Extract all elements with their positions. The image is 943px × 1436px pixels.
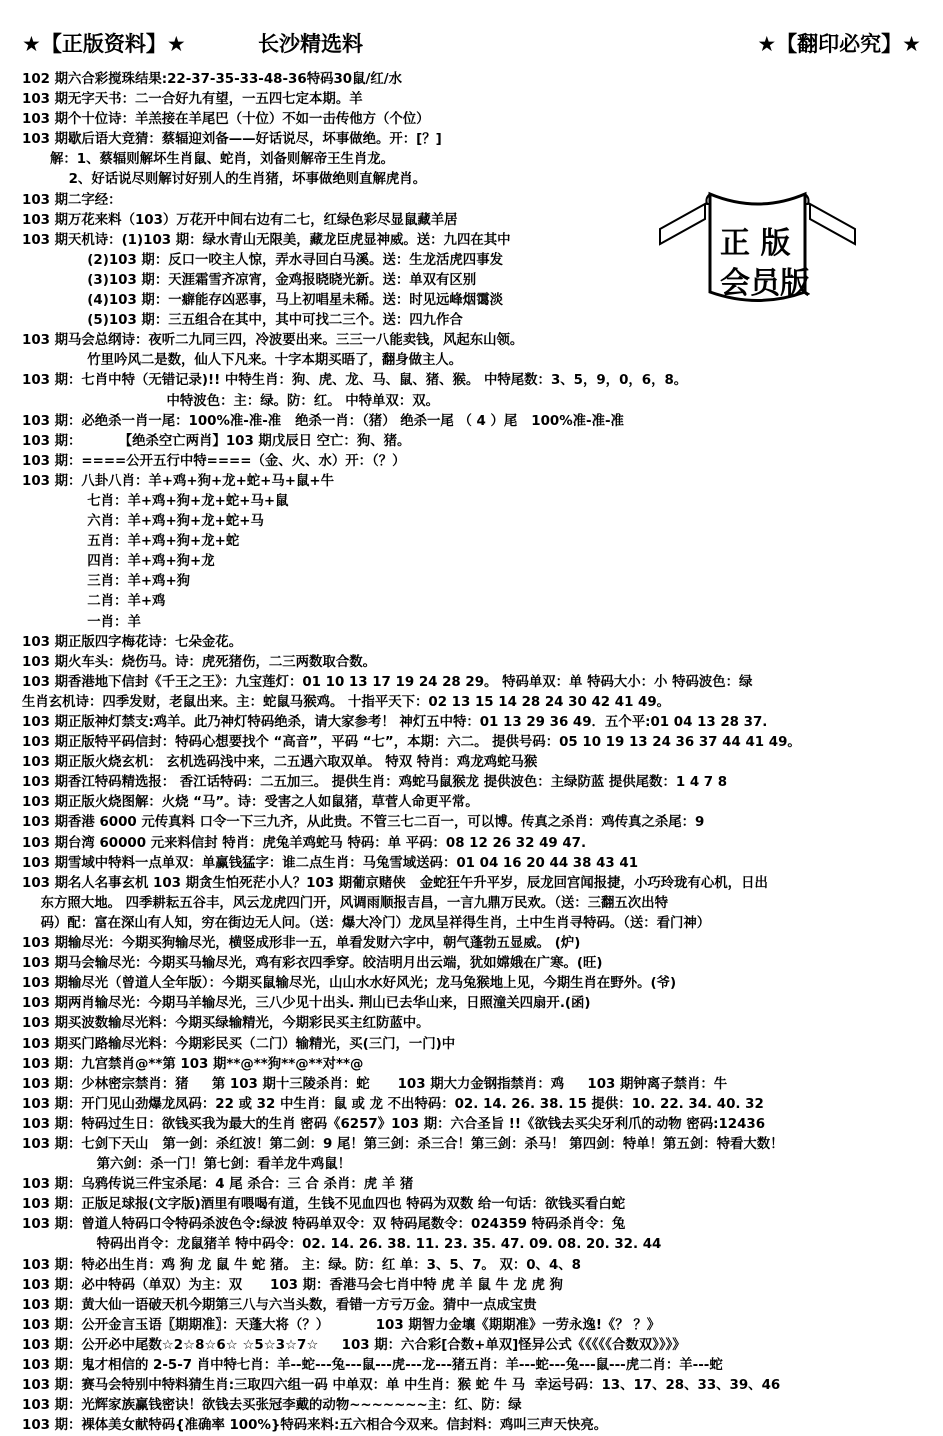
text-line: 102 期六合彩搅珠结果:22-37-35-33-48-36特码30鼠/红/水 bbox=[22, 72, 403, 87]
text-line: 103 期：必绝杀一肖一尾：100%准-准-准 绝杀一肖：（猪） 绝杀一尾 （ 4 ）尾 100%准-准-准 bbox=[22, 413, 624, 429]
text-line: 103 期名人名事玄机 103 期贪生怕死茫小人？103 期葡京赌侠 金蛇狂午升平岁，辰龙回宫闻报捷，小巧玲珑有心机，日出 bbox=[22, 875, 768, 891]
text-line: 103 期：特码过生日：欲钱买我为最大的生肖 密码《6257》103 期：六合圣旨 !!《欲钱去买尖牙利爪的动物 密码:12436 bbox=[22, 1116, 766, 1132]
text-line: 生肖玄机诗：四季发财，老鼠出来。主：蛇鼠马猴鸡。 十指平天下：02 13 15 14 28 24 30 42 41 49。 bbox=[22, 694, 671, 710]
text-line: 三肖：羊+鸡+狗 bbox=[22, 574, 191, 590]
text-line: 东方照大地。 四季耕耘五谷丰，风云龙虎四门开，风调雨顺报吉昌，一言九鼎万民欢。（送：三翻五次出特 bbox=[22, 895, 668, 911]
text-line: 103 期：开门见山劲爆龙凤码：22 或 32 中生肖：鼠 或 龙 不出特码：02. 14. 26. 38. 15 提供：10. 22. 34. 40. 32 bbox=[22, 1096, 764, 1112]
text-line: 103 期：特必出生肖：鸡 狗 龙 鼠 牛 蛇 猪。 主：绿。防：红 单：3、5、7。 双：0、4、8 bbox=[22, 1257, 581, 1273]
text-line: 103 期：黄大仙一语破天机今期第三八与六当头数，看错一方亏万金。猜中一点成宝贵 bbox=[22, 1297, 537, 1313]
text-line: 中特波色：主：绿。防：红。 中特单双：双。 bbox=[22, 393, 439, 409]
text-line: 竹里吟风二是数，仙人下凡来。十字本期买晤了，翻身做主人。 bbox=[22, 353, 463, 369]
text-line: 103 期：公开必中尾数☆2☆8☆6☆ ☆5☆3☆7☆ 103 期：六合彩[合数+单双]怪异公式《《《《《合数双》》》》 bbox=[22, 1337, 686, 1353]
text-line: 103 期香港 6000 元传真料 口令一下三九齐，从此贵。不管三七二百一，可以博。传真之杀肖：鸡传真之杀尾：9 bbox=[22, 815, 705, 831]
text-line: 103 期：正版足球报(文字版)酒里有喂喝有道，生钱不见血四也 特码为双数 给一句话：欲钱买看白蛇 bbox=[22, 1197, 626, 1213]
text-line: 码）配：富在深山有人知，穷在街边无人问。（送：爆大冷门）龙凤呈祥得生肖，土中生肖寻特码。（送：看门神） bbox=[22, 915, 711, 931]
text-line: 103 期：曾道人特码口令特码杀波色令:绿波 特码单双令：双 特码尾数令：024359 特码杀肖令：兔 bbox=[22, 1217, 626, 1233]
text-line: (5)103 期：三五组合在其中，其中可找二三个。送：四九作合 bbox=[22, 313, 463, 329]
text-line: 五肖：羊+鸡+狗+龙+蛇 bbox=[22, 534, 240, 550]
text-line: 103 期：裸体美女献特码{准确率 100%}特码来料:五六相合今双来。信封料：鸡叫三声天快亮。 bbox=[22, 1418, 608, 1434]
text-line: 103 期：七肖中特（无错记录)!! 中特生肖：狗、虎、龙、马、鼠、猪、猴。 中特尾数：3、5，9，0，6，8。 bbox=[22, 373, 688, 389]
text-line: 103 期台湾 60000 元来料信封 特肖：虎兔羊鸡蛇马 特码：单 平码：08 12 26 32 49 47. bbox=[22, 835, 587, 851]
header-left-title: ★【正版资料】★ bbox=[22, 32, 186, 56]
text-line: 103 期输尽光（曾道人全年版）：今期买鼠输尽光，山山水水好风光；龙马兔猴地上见，今期生肖在野外。(爷) bbox=[22, 976, 677, 992]
text-line: 103 期：少林密宗禁肖：猪 第 103 期十三陵杀肖：蛇 103 期大力金钢指禁肖：鸡 103 期钟离子禁肖：牛 bbox=[22, 1076, 728, 1092]
text-line: 四肖：羊+鸡+狗+龙 bbox=[22, 554, 215, 570]
text-line: 103 期买门路输尽光料：今期彩民买（二门）输精光，买(三门，一门)中 bbox=[22, 1036, 456, 1052]
text-line: (2)103 期：反口一咬主人惊，弄水寻回白马溪。送：生龙活虎四事发 bbox=[22, 252, 503, 268]
text-line: 103 期二字经： bbox=[22, 192, 122, 208]
header-center-title: 长沙精选料 bbox=[258, 32, 363, 56]
text-line: 103 期万花来料（103）万花开中间右边有二七，红绿色彩尽显鼠藏羊居 bbox=[22, 212, 458, 228]
text-line: 103 期马会总纲诗：夜听二九同三四，冷波要出来。三三一八能卖钱，风起东山领。 bbox=[22, 333, 524, 349]
text-line: 二肖：羊+鸡 bbox=[22, 594, 166, 610]
text-line: 103 期：鬼才相信的 2-5-7 肖中特七肖：羊--蛇---兔---鼠---虎---龙---猪五肖：羊---蛇---兔---鼠---虎二肖：羊---蛇 bbox=[22, 1358, 723, 1373]
text-line: 103 期正版神灯禁支:鸡羊。此乃神灯特码绝杀，请大家参考！ 神灯五中特：01 13 29 36 49．五个平:01 04 13 28 37. bbox=[22, 715, 768, 730]
text-line: 103 期： 【绝杀空亡两肖】103 期戊辰日 空亡：狗、猪。 bbox=[22, 433, 411, 449]
text-line: 103 期买波数输尽光料：今期买绿输精光，今期彩民买主红防蓝中。 bbox=[22, 1016, 430, 1032]
text-line: 解：1、蔡辐则解坏生肖鼠、蛇肖，刘备则解帝王生肖龙。 bbox=[22, 152, 395, 168]
page-header bbox=[0, 28, 943, 60]
text-line: 103 期：七剑下天山 第一剑：杀红波！第二剑：9 尾！第三剑：杀三合！第三剑：杀马！ 第四剑：特单！第五剑：特看大数！ bbox=[22, 1136, 784, 1152]
document-body bbox=[22, 70, 927, 1436]
text-line: 103 期歇后语大竞猜：蔡辐迎刘备——好话说尽，坏事做绝。开：[？] bbox=[22, 132, 442, 148]
text-line: 103 期无字天书：二一合好九有望，一五四七定本期。羊 bbox=[22, 92, 363, 108]
text-line: 103 期：必中特码（单双）为主：双 103 期：香港马会七肖中特 虎 羊 鼠 牛 龙 虎 狗 bbox=[22, 1277, 563, 1293]
text-line: 103 期：====公开五行中特====（金、火、水）开：（？） bbox=[22, 453, 406, 469]
text-line: 第六剑：杀一门！第七剑：看羊龙牛鸡鼠！ bbox=[22, 1157, 352, 1173]
text-line: 一肖：羊 bbox=[22, 614, 141, 630]
text-line: 103 期雪域中特料一点单双：单赢钱猛字：谁二点生肖：马兔雪域送码：01 04 16 20 44 38 43 41 bbox=[22, 855, 639, 871]
text-line: 103 期输尽光：今期买狗输尽光，横竖成形非一五，单看发财六字中，朝气蓬勃五显威。 (炉) bbox=[22, 936, 581, 952]
text-line: 103 期香江特码精选报： 香江话特码：二五加三。 提供生肖：鸡蛇马鼠猴龙 提供波色：主绿防蓝 提供尾数：1 4 7 8 bbox=[22, 775, 728, 791]
text-line: 103 期香港地下信封《千王之王》：九宝莲灯：01 10 13 17 19 24 28 29。 特码单双：单 特码大小：小 特码波色：绿 bbox=[22, 674, 753, 690]
text-line: 103 期：八卦八肖：羊+鸡+狗+龙+蛇+马+鼠+牛 bbox=[22, 473, 335, 489]
text-line: (3)103 期：天涯霜雪齐凉宵，金鸡报晓晓光新。送：单双有区别 bbox=[22, 272, 477, 288]
text-line: 103 期两肖输尽光：今期马羊输尽光，三八少见十出头. 荆山已去华山来，日照潼关四扇开.(函) bbox=[22, 996, 591, 1012]
text-line: 103 期：赛马会特别中特料猜生肖:三取四六组一码 中单双：单 中生肖：猴 蛇 牛 马 幸运号码：13、17、28、33、39、46 bbox=[22, 1378, 781, 1394]
text-line: 103 期天机诗：(1)103 期：绿水青山无限美，藏龙臣虎显神威。送：九四在其中 bbox=[22, 232, 511, 248]
text-line: 103 期正版火烧玄机： 玄机选码浅中来，二五遇六取双单。 特双 特肖：鸡龙鸡蛇马猴 bbox=[22, 755, 538, 771]
text-line: 103 期正版特平码信封：特码心想要找个 “高音”，平码 “七”，本期：六二。 提供号码：05 10 19 13 24 36 37 44 41 49。 bbox=[22, 735, 801, 751]
text-line: 103 期火车头：烧伤马。诗：虎死猪伤，二三两数取合数。 bbox=[22, 654, 376, 670]
text-line: 103 期马会输尽光：今期买马输尽光，鸡有彩衣四季穿。皎洁明月出云端，犹如嫦娥在广寒。(旺) bbox=[22, 956, 603, 972]
text-line: 103 期：乌鸦传说三件宝杀尾：4 尾 杀合：三 合 杀肖：虎 羊 猪 bbox=[22, 1177, 414, 1193]
text-line: 103 期：九宫禁肖@**第 103 期**@**狗**@**对**@ bbox=[22, 1056, 364, 1072]
text-line: 六肖：羊+鸡+狗+龙+蛇+马 bbox=[22, 514, 264, 530]
header-right-title: ★【翻印必究】★ bbox=[757, 32, 921, 56]
stamp-line-2: 会员版 bbox=[720, 266, 810, 301]
text-line: 103 期个十位诗：羊羔接在羊尾巴（十位）不如一击传他方（个位） bbox=[22, 112, 430, 128]
text-line: 103 期：公开金言玉语〖期期准〗：天蓬大将（？） 103 期智力金壤《期期准》一劳永逸!《？ ？》 bbox=[22, 1317, 661, 1333]
text-line: 103 期正版火烧图解：火烧 “马”。诗：受害之人如鼠猪，草菅人命更平常。 bbox=[22, 795, 479, 811]
text-line: 103 期：光辉家族赢钱密诀！欲钱去买张冠李戴的动物~~~~~~~主：红、防：绿 bbox=[22, 1398, 522, 1414]
text-line: (4)103 期：一癖能存凶恶事，马上初唱星未稀。送：时见远峰烟霭淡 bbox=[22, 293, 503, 309]
stamp-line-1: 正 版 bbox=[720, 226, 791, 261]
text-line: 七肖：羊+鸡+狗+龙+蛇+马+鼠 bbox=[22, 493, 289, 509]
text-line: 特码出肖令：龙鼠猪羊 特中码令：02. 14. 26. 38. 11. 23. 35. 47. 09. 08. 20. 32. 44 bbox=[22, 1237, 662, 1253]
text-line: 103 期正版四字梅花诗：七朵金花。 bbox=[22, 634, 243, 650]
text-line: 2、好话说尽则解讨好别人的生肖猪，坏事做绝则直解虎肖。 bbox=[22, 172, 427, 188]
